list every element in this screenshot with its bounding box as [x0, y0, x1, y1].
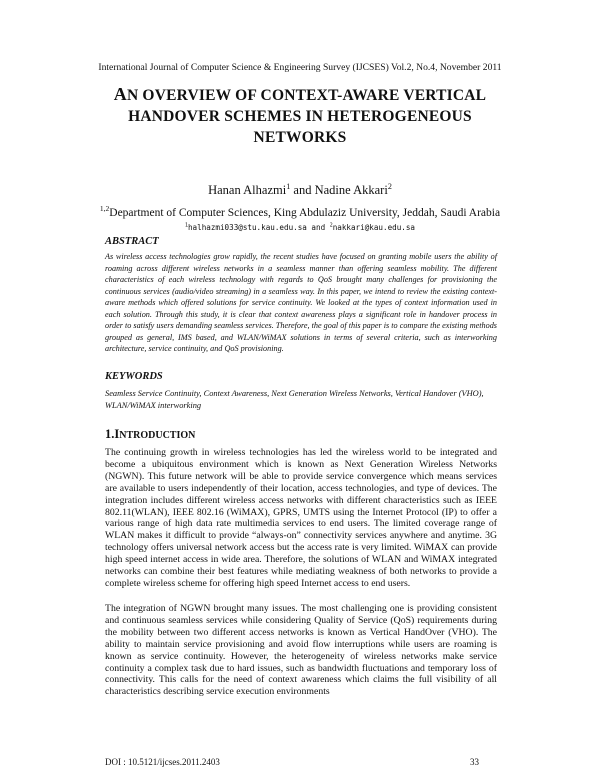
email-link[interactable]: nakkari@kau.edu.sa: [332, 223, 415, 232]
introduction-heading: 1.INTRODUCTION: [105, 427, 196, 441]
abstract-heading: ABSTRACT: [105, 236, 159, 247]
title-line-2: HANDOVER SCHEMES IN HETEROGENEOUS: [128, 108, 472, 125]
author-emails: $^1$halhazmi033@stu.kau.edu.sa and $^2$nakkari@kau.edu.sa: [185, 222, 415, 232]
author-name: Nadine Akkari: [314, 183, 388, 197]
affiliation: $^{1,2}$Department of Computer Sciences, King Abdulaziz University, Jeddah, Saudi Arabia: [99, 204, 501, 219]
intro-paragraph-1: The continuing growth in wireless technologies has led the wireless world to be integrated and become a ubiquitous environment which is known as Next Generation Wireless Networks (NGWN). This future network will be able to provide service convergence which means services are available to users independently of their location, access technologies, and type of devices. The integration includes different wireless access networks with different characteristics such as IEEE 802.11(WLAN), IEEE 802.16 (WiMAX), GPRS, UMTS using the Internet Protocol (IP) to offer a various range of high data rate multimedia services to end users. The limited coverage range of WLAN makes it difficult to provide “always-on” connectivity services anywhere and anytime. 3G technology offers universal network access but the access rate is very limited. WiMAX can provide high speed internet access in wide area. Therefore, the solutions of WLAN and WiMAX integrated networks can combine their best features while mediating weakness of both networks to provide a complete wireless scheme for offering high speed Internet access to end users.: [105, 447, 497, 589]
journal-header: International Journal of Computer Science & Engineering Survey (IJCSES) Vol.2, No.4, November 2011: [98, 62, 502, 73]
title-line-1: AN OVERVIEW OF CONTEXT-AWARE VERTICAL: [113, 84, 487, 104]
authors: Hanan Alhazmi$^1$ and Nadine Akkari$^2$: [208, 181, 392, 197]
title-line-3: NETWORKS: [253, 129, 347, 146]
keywords-heading: KEYWORDS: [105, 371, 163, 382]
intro-paragraph-2: The integration of NGWN brought many issues. The most challenging one is providing consistent and continuous seamless services while considering Quality of Service (QoS) requirements during the mobility between two different access networks is known as Vertical HandOver (VHO). The ability to maintain service provisioning and avoid flow interruptions while users are roaming is known as service continuity. However, the heterogeneity of wireless networks make service continuity a complex task due to hard issues, such as bandwidth fluctuations and temporary loss of connectivity. This calls for the need of context awareness which claims the full visibility of all characteristics describing service execution environments: [105, 603, 497, 698]
doi-footer: DOI : 10.5121/ijcses.2011.2403: [105, 757, 220, 767]
email-link[interactable]: halhazmi033@stu.kau.edu.sa: [187, 223, 307, 232]
page-number: 33: [470, 757, 479, 767]
abstract-text: As wireless access technologies grow rapidly, the recent studies have focused on granting mobile users the ability of roaming across different wireless networks in a seamless manner than offering seamless mobility. The different characteristics of each wireless technology with regards to QoS brought many challenges for provisioning the continuous services (audio/video streaming) in a seamless way. In this paper, we intend to review the existing context-aware methods which offered solutions for service continuity. We looked at the types of context information used in each solution. Through this study, it is clear that context awareness plays a significant role in handover process in order to satisfy users demanding seamless services. Therefore, the goal of this paper is to compare the existing methods grouped as general, IMS based, and WLAN/WiMAX solutions in terms of several criteria, such as interworking architecture, service continuity, and QoS provisioning.: [105, 252, 497, 354]
paper-title: [110, 84, 490, 148]
keywords-text: Seamless Service Continuity, Context Awareness, Next Generation Wireless Networks, Vertical Handover (VHO), WLAN/WiMAX interworking: [105, 389, 484, 410]
author-name: Hanan Alhazmi: [208, 183, 287, 197]
